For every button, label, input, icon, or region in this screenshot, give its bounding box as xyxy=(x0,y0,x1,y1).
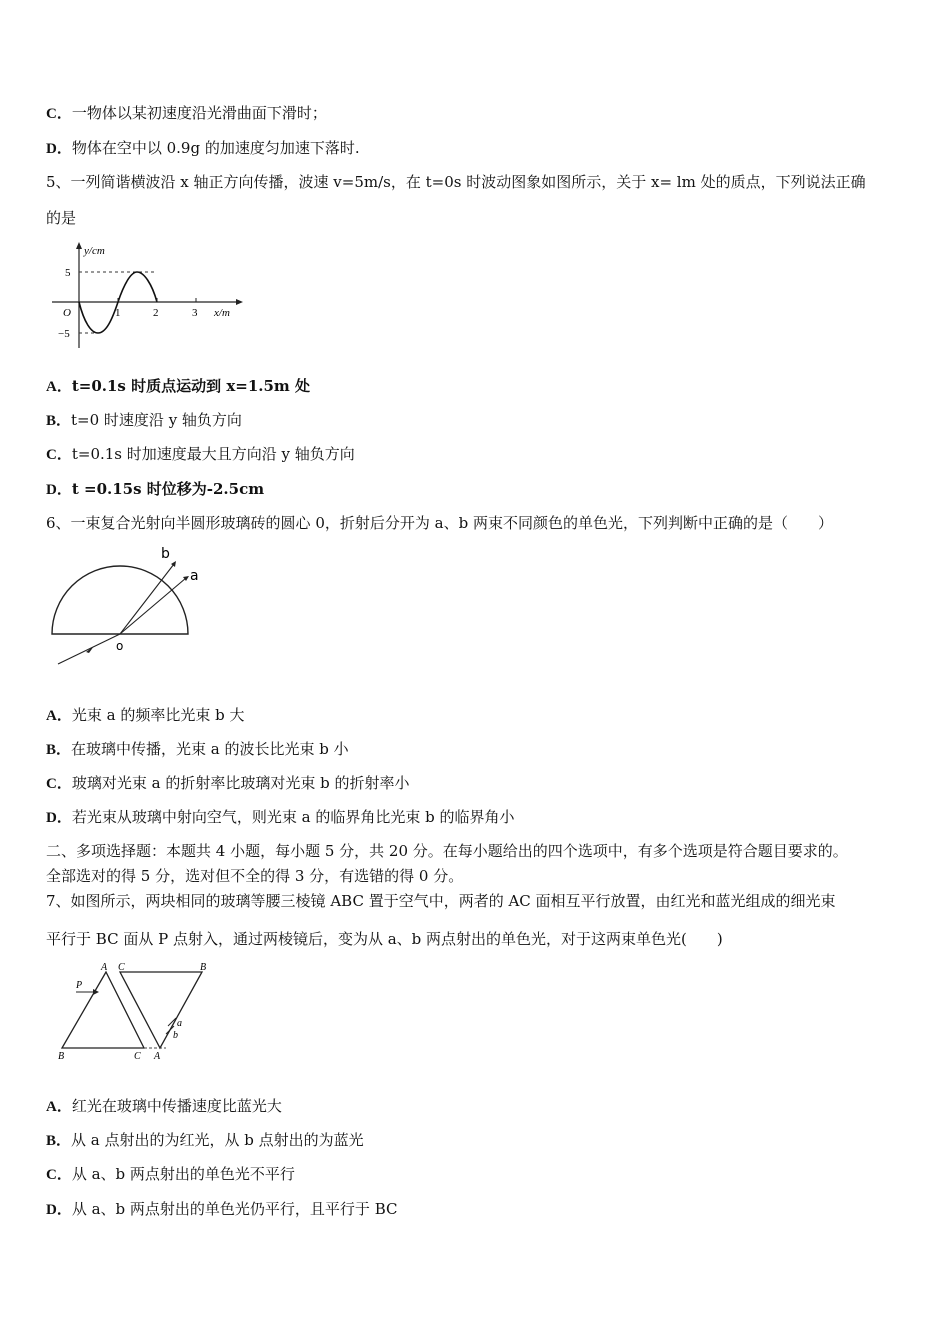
option-text: 一物体以某初速度沿光滑曲面下滑时； xyxy=(71,104,327,122)
q5-option-c xyxy=(46,444,355,465)
q6-option-c xyxy=(46,773,409,794)
y-tick-neg-label: −5 xyxy=(58,328,70,340)
x-axis-arrow xyxy=(236,299,243,305)
option-letter: C． xyxy=(46,447,72,463)
y-axis-label: y/cm xyxy=(84,245,105,257)
left-label-A: A xyxy=(101,962,108,973)
option-text: 物体在空中以 0.9g 的加速度匀加速下落时. xyxy=(71,139,360,157)
option-letter: B． xyxy=(46,1133,72,1149)
option-text: t=0.1s 时加速度最大且方向沿 y 轴负方向 xyxy=(71,445,355,463)
x-axis-label: x/m xyxy=(214,307,230,319)
origin-label: O xyxy=(63,307,71,319)
right-prism xyxy=(120,972,202,1048)
x-tick-label-1: 1 xyxy=(115,307,121,319)
ray-a xyxy=(120,578,186,634)
option-letter: A． xyxy=(46,708,72,724)
option-text: 在玻璃中传播，光束 a 的波长比光束 b 小 xyxy=(71,740,349,758)
q6-semicircle-figure xyxy=(46,542,206,672)
label-b: b xyxy=(173,1030,178,1041)
option-letter: C． xyxy=(46,1167,72,1183)
option-letter: D． xyxy=(46,1202,72,1218)
option-letter: A． xyxy=(46,1099,72,1115)
label-a: a xyxy=(177,1018,182,1029)
q5-option-a xyxy=(46,376,310,397)
q5-option-d xyxy=(46,479,264,500)
q5-stem-line1: 5、一列简谐横波沿 x 轴正方向传播，波速 v=5m/s，在 t=0s 时波动图象如图所示，关于 x= lm 处的质点，下列说法正确 xyxy=(46,173,866,191)
option-text: 从 a 点射出的为红光，从 b 点射出的为蓝光 xyxy=(71,1131,364,1149)
label-a: a xyxy=(190,568,199,584)
q7-stem-line1: 7、如图所示，两块相同的玻璃等腰三棱镜 ABC 置于空气中，两者的 AC 面相互平行放置，由红光和蓝光组成的细光束 xyxy=(46,892,836,910)
q7-prism-figure xyxy=(46,960,226,1065)
option-letter: D． xyxy=(46,810,72,826)
option-text: t=0.1s 时质点运动到 x=1.5m 处 xyxy=(71,377,311,395)
x-tick-label-2: 2 xyxy=(153,307,159,319)
section2-line2: 全部选对的得 5 分，选对但不全的得 3 分，有选错的得 0 分。 xyxy=(46,867,464,885)
left-label-B: B xyxy=(58,1051,65,1062)
wave-graph xyxy=(46,240,246,350)
prism-diagram xyxy=(46,960,226,1065)
option-letter: C． xyxy=(46,106,72,122)
x-tick-label-3: 3 xyxy=(192,307,198,319)
q4-option-d xyxy=(46,138,360,159)
q5-stem-line2: 的是 xyxy=(46,209,77,227)
left-label-C: C xyxy=(134,1051,141,1062)
q6-stem: 6、一束复合光射向半圆形玻璃砖的圆心 0，折射后分开为 a、b 两束不同颜色的单色光，下列判断中正确的是（ ） xyxy=(46,514,833,532)
right-label-A: A xyxy=(154,1051,161,1062)
y-axis-arrow xyxy=(76,242,82,249)
option-letter: B． xyxy=(46,413,72,429)
option-text: 若光束从玻璃中射向空气，则光束 a 的临界角比光束 b 的临界角小 xyxy=(71,808,515,826)
option-letter: D． xyxy=(46,482,72,498)
q5-option-b xyxy=(46,410,242,431)
option-text: 从 a、b 两点射出的单色光仍平行，且平行于 BC xyxy=(71,1200,398,1218)
option-text: 从 a、b 两点射出的单色光不平行 xyxy=(71,1165,295,1183)
option-letter: C． xyxy=(46,776,72,792)
label-o: o xyxy=(116,639,124,653)
q6-option-a xyxy=(46,705,244,726)
option-text: t=0 时速度沿 y 轴负方向 xyxy=(71,411,242,429)
q5-wave-figure xyxy=(46,240,246,350)
label-b: b xyxy=(161,546,170,562)
q4-option-c xyxy=(46,103,327,124)
option-text: 光束 a 的频率比光束 b 大 xyxy=(71,706,245,724)
q7-option-d xyxy=(46,1199,397,1220)
right-label-B: B xyxy=(200,962,207,973)
label-P: P xyxy=(76,980,83,991)
option-letter: D． xyxy=(46,141,72,157)
q7-option-a xyxy=(46,1096,282,1117)
semicircle-outline xyxy=(52,566,188,634)
ray-b xyxy=(120,564,174,634)
semicircle-glass xyxy=(46,542,206,672)
q6-option-b xyxy=(46,739,349,760)
left-prism xyxy=(62,972,144,1048)
q6-option-d xyxy=(46,807,514,828)
q7-option-b xyxy=(46,1130,364,1151)
right-label-C: C xyxy=(118,962,125,973)
q7-option-c xyxy=(46,1164,295,1185)
option-letter: B． xyxy=(46,742,72,758)
option-letter: A． xyxy=(46,379,72,395)
y-tick-pos-label: 5 xyxy=(65,267,71,279)
section2-line1: 二、多项选择题：本题共 4 小题，每小题 5 分，共 20 分。在每小题给出的四个选项中，有多个选项是符合题目要求的。 xyxy=(46,842,848,860)
q7-stem-line2: 平行于 BC 面从 P 点射入，通过两棱镜后，变为从 a、b 两点射出的单色光，对于这两束单色光( ) xyxy=(46,930,723,948)
option-text: t =0.15s 时位移为-2.5cm xyxy=(71,480,265,498)
option-text: 红光在玻璃中传播速度比蓝光大 xyxy=(71,1097,282,1115)
incident-ray xyxy=(58,634,120,664)
option-text: 玻璃对光束 a 的折射率比玻璃对光束 b 的折射率小 xyxy=(71,774,410,792)
